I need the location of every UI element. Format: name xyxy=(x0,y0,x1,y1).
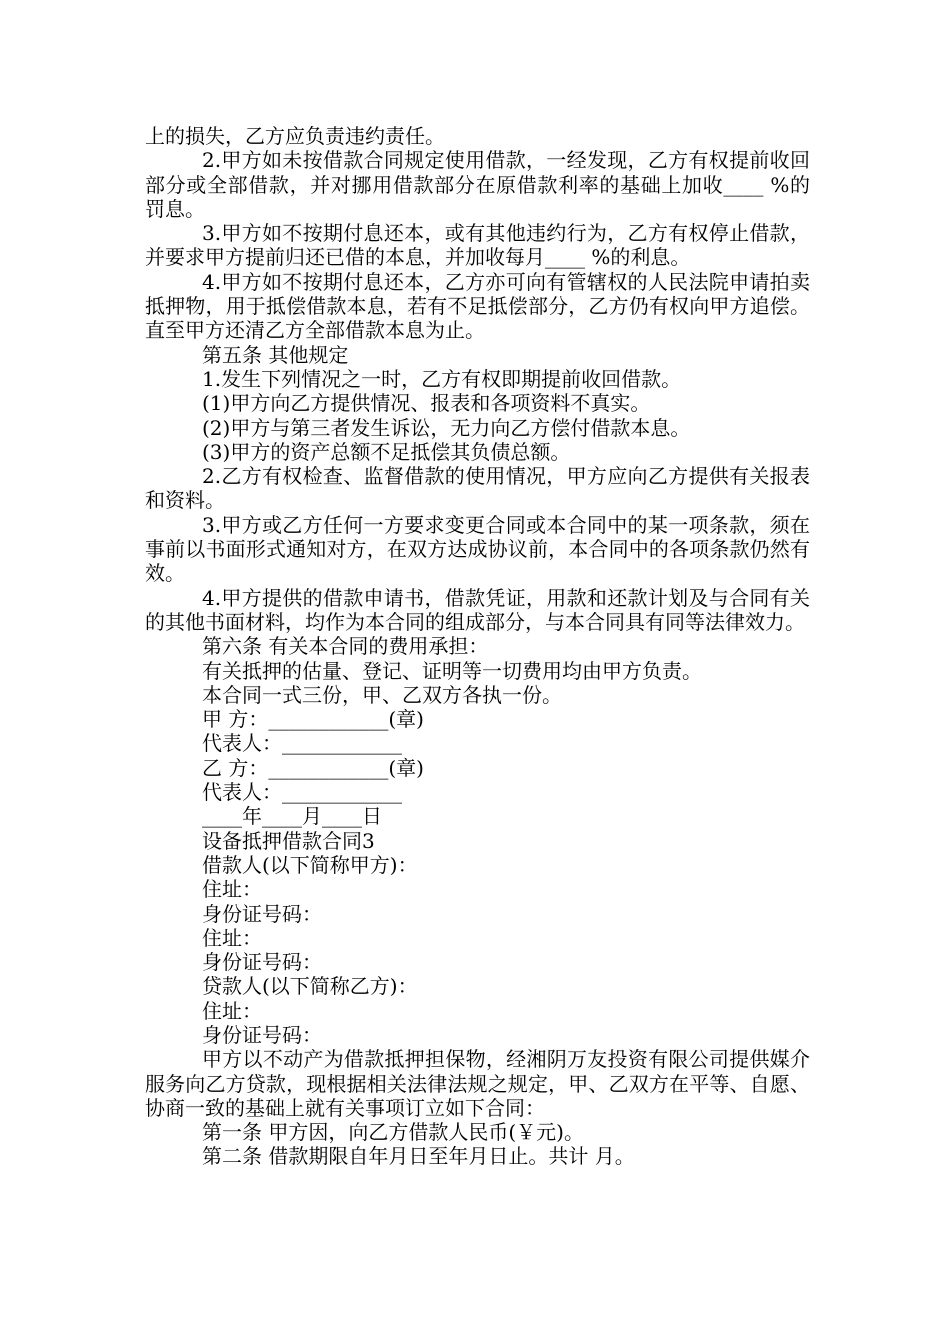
contract-paragraph: 第五条 其他规定 xyxy=(202,342,349,367)
contract-paragraph: 贷款人(以下简称乙方)： xyxy=(202,974,418,999)
contract-paragraph: 设备抵押借款合同3 xyxy=(202,828,375,853)
contract-paragraph: 3.甲方如不按期付息还本，或有其他违约行为，乙方有权停止借款，并要求甲方提前归还已借的本息，并加收每月____ %的利息。 xyxy=(145,221,810,270)
contract-paragraph: 身份证号码： xyxy=(202,1022,322,1047)
contract-paragraph: 第六条 有关本合同的费用承担： xyxy=(202,634,489,659)
contract-paragraph: ____年____月____日 xyxy=(202,804,382,829)
contract-paragraph: 乙 方：____________(章) xyxy=(202,755,424,780)
contract-paragraph: (1)甲方向乙方提供情况、报表和各项资料不真实。 xyxy=(202,391,651,416)
contract-paragraph: 住址： xyxy=(202,877,262,902)
contract-paragraph: (3)甲方的资产总额不足抵偿其负债总额。 xyxy=(202,439,571,464)
contract-paragraph: (2)甲方与第三者发生诉讼，无力向乙方偿付借款本息。 xyxy=(202,415,691,440)
contract-paragraph: 甲 方：____________(章) xyxy=(202,707,424,732)
contract-paragraph: 2.甲方如未按借款合同规定使用借款，一经发现，乙方有权提前收回部分或全部借款，并对挪用借款部分在原借款利率的基础上加收____ %的罚息。 xyxy=(145,148,810,221)
contract-paragraph: 借款人(以下简称甲方)： xyxy=(202,852,418,877)
contract-paragraph: 3.甲方或乙方任何一方要求变更合同或本合同中的某一项条款，须在事前以书面形式通知对方，在双方达成协议前，本合同中的各项条款仍然有效。 xyxy=(145,512,810,586)
contract-paragraph: 第一条 甲方因，向乙方借款人民币(￥元)。 xyxy=(202,1120,584,1145)
contract-paragraph: 本合同一式三份，甲、乙双方各执一份。 xyxy=(202,682,562,707)
contract-paragraph: 第二条 借款期限自年月日至年月日止。共计 月。 xyxy=(202,1144,635,1169)
contract-paragraph: 1.发生下列情况之一时，乙方有权即期提前收回借款。 xyxy=(202,366,682,391)
contract-paragraph: 上的损失，乙方应负责违约责任。 xyxy=(145,124,445,148)
contract-paragraph: 住址： xyxy=(202,998,262,1023)
contract-paragraph: 4.甲方提供的借款申请书，借款凭证，用款和还款计划及与合同有关的其他书面材料，均作为本合同的组成部分，与本合同具有同等法律效力。 xyxy=(145,585,810,634)
contract-paragraph: 2.乙方有权检查、监督借款的使用情况，甲方应向乙方提供有关报表和资料。 xyxy=(145,464,810,513)
contract-paragraph: 身份证号码： xyxy=(202,950,322,975)
contract-paragraph: 甲方以不动产为借款抵押担保物，经湘阴万友投资有限公司提供媒介服务向乙方贷款，现根据相关法律法规之规定，甲、乙双方在平等、自愿、协商一致的基础上就有关事项订立如下合同： xyxy=(145,1047,810,1120)
contract-paragraph: 代表人：____________ xyxy=(202,780,402,805)
contract-paragraph: 有关抵押的估量、登记、证明等一切费用均由甲方负责。 xyxy=(202,658,702,683)
contract-paragraph: 住址： xyxy=(202,925,262,950)
contract-paragraph: 代表人：____________ xyxy=(202,731,402,756)
contract-text xyxy=(145,124,810,1169)
contract-paragraph: 身份证号码： xyxy=(202,901,322,926)
contract-paragraph: 4.甲方如不按期付息还本，乙方亦可向有管辖权的人民法院申请拍卖抵押物，用于抵偿借款本息，若有不足抵偿部分，乙方仍有权向甲方追偿。直至甲方还清乙方全部借款本息为止。 xyxy=(145,269,810,343)
